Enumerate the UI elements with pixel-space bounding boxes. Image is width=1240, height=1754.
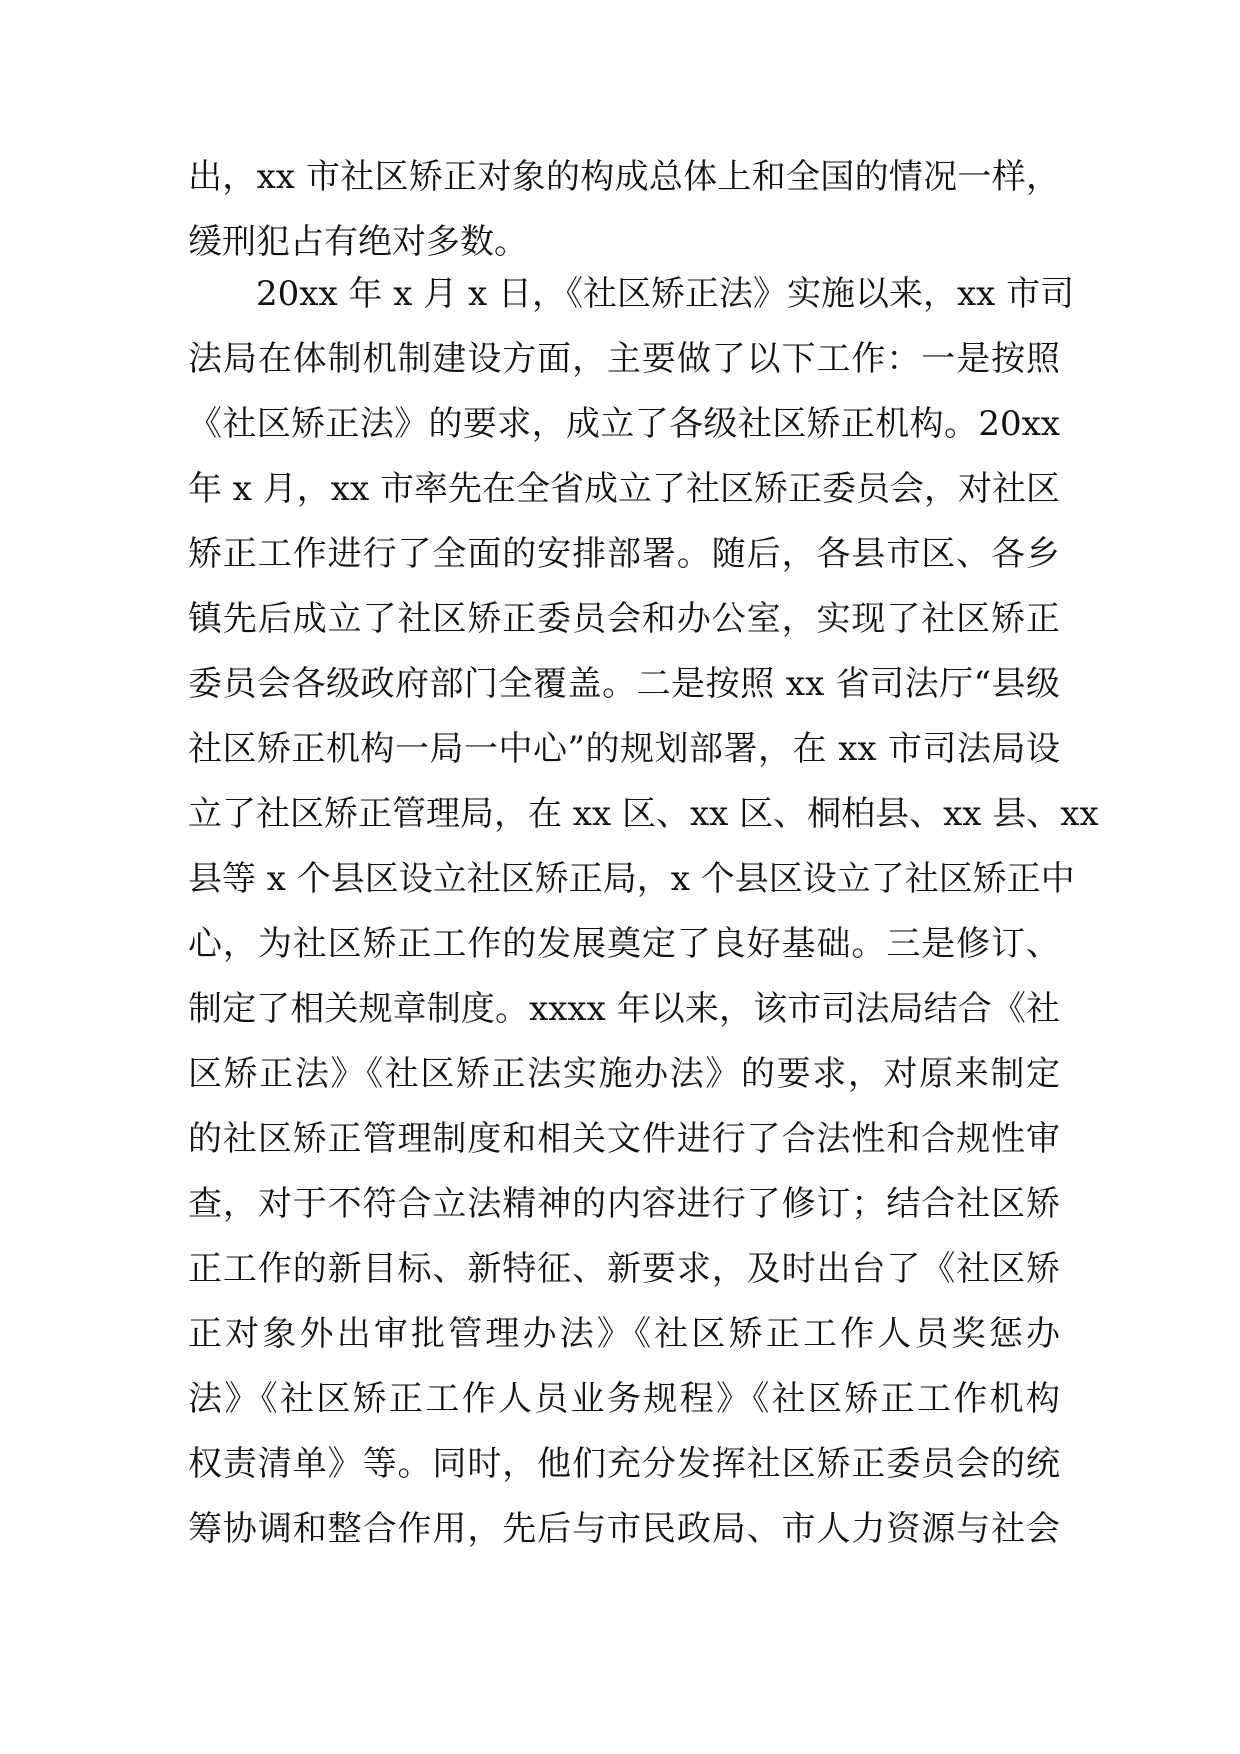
paragraph-line: 制定了相关规章制度。xxxx 年以来，该市司法局结合《社 [188, 989, 1060, 1029]
paragraph-line: 20xx 年 x 月 x 日，《社区矫正法》实施以来，xx 市司 [256, 274, 1075, 314]
paragraph-line: 县等 x 个县区设立社区矫正局，x 个县区设立了社区矫正中 [188, 859, 1075, 899]
paragraph-line: 缓刑犯占有绝对多数。 [188, 222, 528, 262]
paragraph-body [188, 262, 1099, 1562]
paragraph-line: 筹协调和整合作用，先后与市民政局、市人力资源与社会 [188, 1509, 1060, 1549]
paragraph-line: 《社区矫正法》的要求，成立了各级社区矫正机构。20xx [188, 404, 1060, 444]
paragraph-line: 立了社区矫正管理局，在 xx 区、xx 区、桐柏县、xx 县、xx [188, 794, 1099, 834]
paragraph-line: 出，xx 市社区矫正对象的构成总体上和全国的情况一样， [188, 157, 1060, 197]
paragraph-line: 正工作的新目标、新特征、新要求，及时出台了《社区矫 [188, 1249, 1060, 1289]
paragraph-line: 镇先后成立了社区矫正委员会和办公室，实现了社区矫正 [188, 599, 1060, 639]
paragraph-line: 区矫正法》《社区矫正法实施办法》的要求，对原来制定 [188, 1054, 1060, 1094]
paragraph-line: 委员会各级政府部门全覆盖。二是按照 xx 省司法厅“县级 [188, 664, 1060, 704]
paragraph-line: 年 x 月，xx 市率先在全省成立了社区矫正委员会，对社区 [188, 469, 1060, 509]
paragraph-line: 权责清单》等。同时，他们充分发挥社区矫正委员会的统 [188, 1444, 1060, 1484]
paragraph-continuation [188, 145, 1060, 275]
paragraph-line: 的社区矫正管理制度和相关文件进行了合法性和合规性审 [188, 1119, 1060, 1159]
paragraph-line: 法》《社区矫正工作人员业务规程》《社区矫正工作机构 [188, 1379, 1060, 1419]
paragraph-line: 法局在体制机制建设方面，主要做了以下工作：一是按照 [188, 339, 1060, 379]
paragraph-line: 社区矫正机构一局一中心”的规划部署，在 xx 市司法局设 [188, 729, 1060, 769]
paragraph-line: 查，对于不符合立法精神的内容进行了修订；结合社区矫 [188, 1184, 1060, 1224]
paragraph-line: 心，为社区矫正工作的发展奠定了良好基础。三是修订、 [188, 924, 1060, 964]
paragraph-line: 矫正工作进行了全面的安排部署。随后，各县市区、各乡 [188, 534, 1060, 574]
paragraph-line: 正对象外出审批管理办法》《社区矫正工作人员奖惩办 [188, 1314, 1060, 1354]
